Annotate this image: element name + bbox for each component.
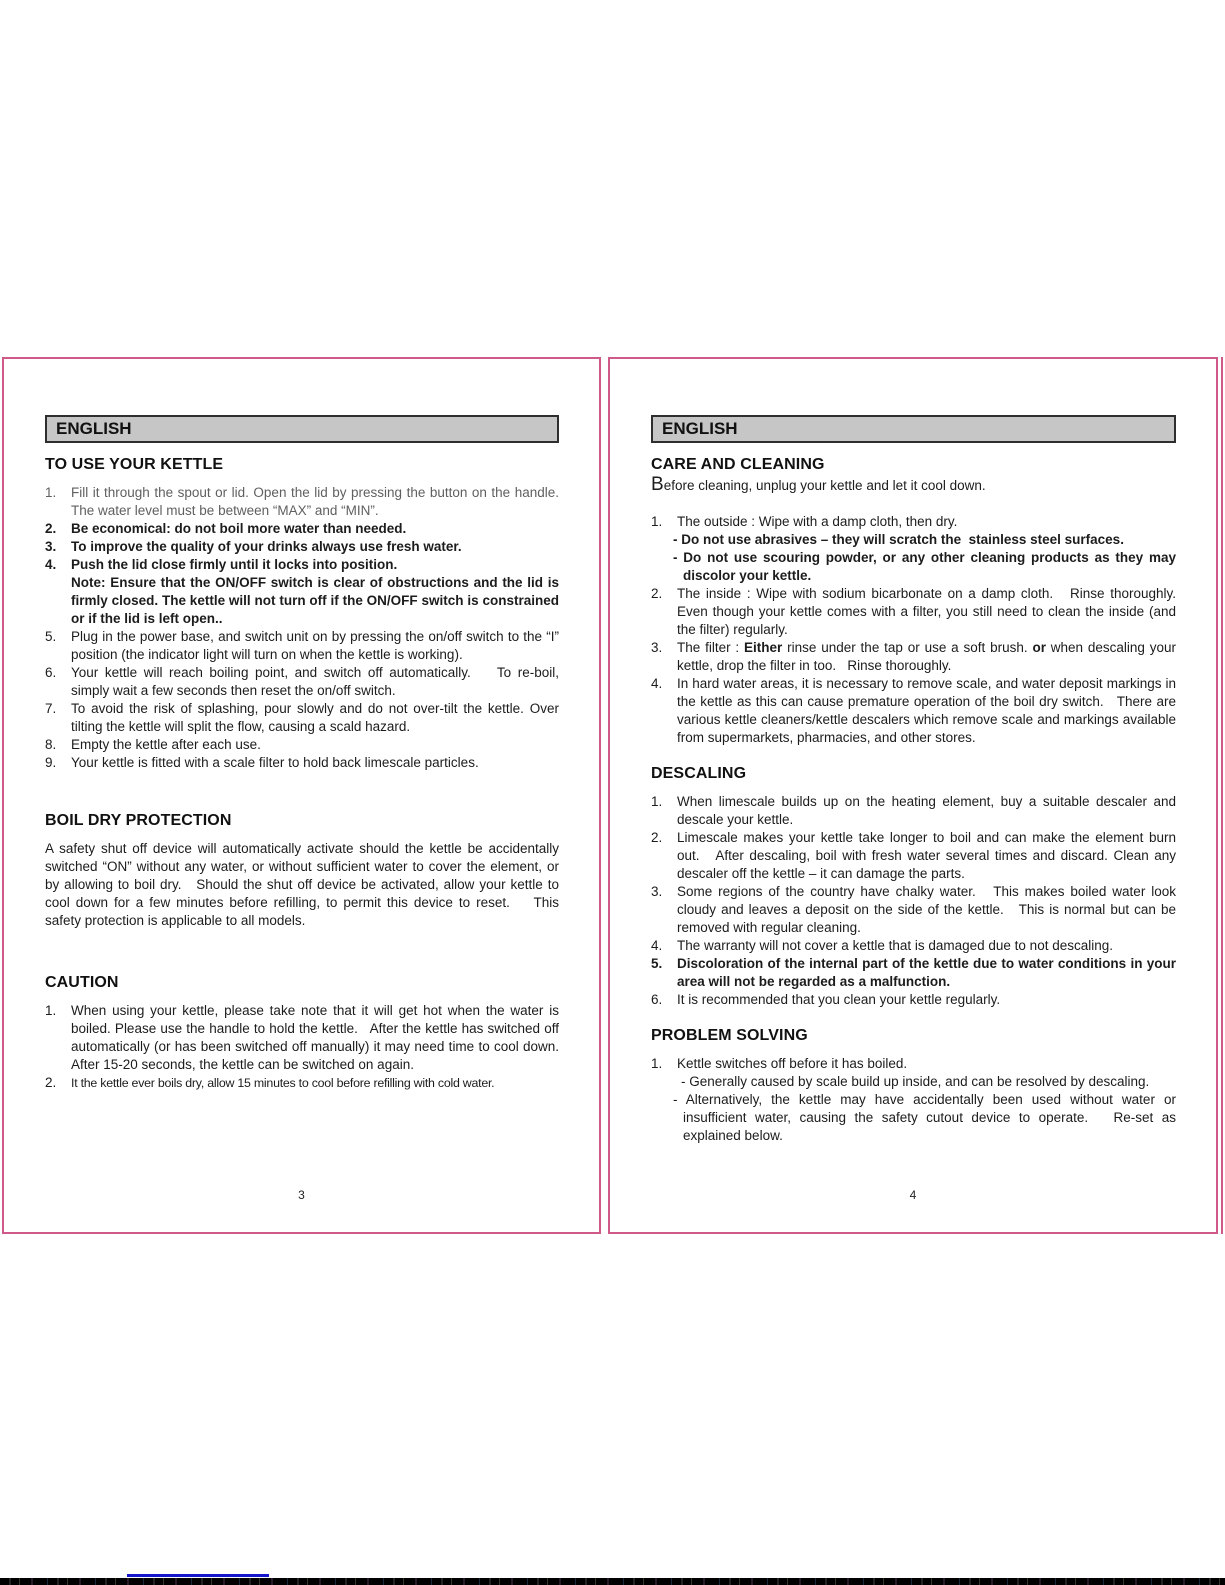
list-item-number	[45, 574, 71, 628]
care-intro-line	[651, 475, 1176, 495]
heading-boil-dry-protection: BOIL DRY PROTECTION	[45, 812, 232, 829]
heading-to-use-your-kettle: TO USE YOUR KETTLE	[45, 456, 224, 473]
list-item-text: Fill it through the spout or lid. Open the lid by pressing the button on the handle. The water level must be between “MAX” and “MIN”.	[71, 485, 563, 518]
adjacent-page-edge-line	[1221, 357, 1225, 1234]
list-item	[45, 700, 563, 736]
list-item-text: The filter : Either rinse under the tap or use a soft brush. or when descaling your kettle, drop the filter in too. Rinse thoroughly.	[677, 640, 1180, 673]
list-item-text: Be economical: do not boil more water than needed.	[71, 521, 407, 536]
list-care	[651, 513, 1188, 747]
list-item	[651, 1073, 1176, 1091]
list-item-text: Discoloration of the internal part of the kettle due to water conditions in your area will not be regarded as a malfunction.	[677, 956, 1180, 989]
list-item-number: 1.	[651, 1056, 663, 1071]
list-item	[45, 736, 559, 754]
list-item-text: It the kettle ever boils dry, allow 15 minutes to cool before refilling with cold water.	[71, 1076, 495, 1090]
list-item-text: The warranty will not cover a kettle that is damaged due to not descaling.	[677, 938, 1113, 953]
list-item-text: The outside : Wipe with a damp cloth, then dry.	[677, 514, 958, 529]
list-item-text: - Do not use scouring powder, or any other cleaning products as they may discolor your kettle.	[673, 550, 1180, 583]
heading-care-and-cleaning: CARE AND CLEANING	[651, 456, 825, 473]
list-item-text: Your kettle will reach boiling point, and switch off automatically. To re-boil, simply wait a few seconds then reset the on/off switch.	[71, 665, 563, 698]
list-item-number	[651, 549, 673, 585]
list-item	[45, 538, 559, 556]
list-problem-solving	[651, 1055, 1180, 1145]
list-descaling	[651, 793, 1180, 1009]
page-left-content	[4, 359, 599, 1092]
page-number-right: 4	[909, 1188, 917, 1202]
list-item-number	[651, 531, 673, 549]
scanner-edge-strip	[0, 1578, 1225, 1585]
list-item-text: - Alternatively, the kettle may have accidentally been used without water or insufficient water, causing the safety cutout device to operate. Re-set as explained below.	[673, 1092, 1180, 1143]
list-item-number: 6.	[45, 665, 57, 680]
list-item	[651, 829, 1180, 883]
list-item	[651, 639, 1180, 675]
list-item-number: 7.	[45, 701, 57, 716]
list-item	[651, 991, 1176, 1009]
list-item-number: 4.	[651, 938, 663, 953]
language-banner: ENGLISH	[651, 415, 1176, 443]
list-item-text: Your kettle is fitted with a scale filter to hold back limescale particles.	[71, 755, 479, 770]
list-item	[651, 675, 1180, 747]
list-item-number: 2.	[651, 586, 663, 601]
list-item-text: Note: Ensure that the ON/OFF switch is clear of obstructions and the lid is firmly closed. The kettle will not turn off if the ON/OFF switch is constrained or if the lid is left open..	[71, 575, 563, 626]
heading-descaling: DESCALING	[651, 765, 747, 782]
heading-problem-solving: PROBLEM SOLVING	[651, 1027, 808, 1044]
list-item-text: Kettle switches off before it has boiled.	[677, 1056, 908, 1071]
list-item	[45, 1002, 571, 1074]
list-item-text: To avoid the risk of splashing, pour slowly and do not over-tilt the kettle. Over tilting the kettle will split the flow, causing a scald hazard.	[71, 701, 563, 734]
list-item	[45, 520, 559, 538]
list-item-text: In hard water areas, it is necessary to remove scale, and water deposit markings in the kettle as this can cause premature operation of the boil dry switch. There are various kettle cleaners/kettle descalers which remove scale and markings available from supermarkets, pharmacies, and other stores.	[677, 676, 1180, 745]
list-item	[651, 531, 1176, 549]
list-item	[45, 484, 563, 520]
list-item-number: 9.	[45, 755, 57, 770]
list-item-text: When limescale builds up on the heating element, buy a suitable descaler and descale your kettle.	[677, 794, 1180, 827]
blue-underline-mark	[127, 1574, 269, 1577]
paragraph-boil-dry: A safety shut off device will automatically activate should the kettle be accidentally switched “ON” without any water, or without sufficient water to cover the element, or by allowing to boil dry. Should the shut off device be activated, allow your kettle to cool down for a few minutes before refilling, to permit this device to reset. This safety protection is applicable to all models.	[45, 841, 563, 928]
list-item-number: 1.	[45, 1003, 57, 1018]
list-item	[45, 664, 563, 700]
list-item-number	[651, 1091, 673, 1145]
list-item	[45, 556, 559, 574]
list-item	[651, 955, 1180, 991]
list-caution	[45, 1002, 571, 1092]
list-item	[45, 574, 563, 628]
list-item	[651, 1091, 1180, 1145]
list-item	[45, 754, 559, 772]
list-item-text: To improve the quality of your drinks always use fresh water.	[71, 539, 462, 554]
list-item-number: 2.	[651, 830, 663, 845]
list-item-text: Push the lid close firmly until it locks into position.	[71, 557, 398, 572]
page-number-left: 3	[298, 1188, 305, 1202]
list-item-text: Empty the kettle after each use.	[71, 737, 261, 752]
list-item-number: 8.	[45, 737, 57, 752]
manual-page-right	[608, 357, 1218, 1234]
intro-text: efore cleaning, unplug your kettle and let it cool down.	[663, 478, 986, 493]
list-item-text: The inside : Wipe with sodium bicarbonate on a damp cloth. Rinse thoroughly. Even though your kettle comes with a filter, you still need to clean the inside (and the filter) regularly.	[677, 586, 1188, 637]
list-item-text: Plug in the power base, and switch unit on by pressing the on/off switch to the “I” position (the indicator light will turn on when the kettle is working).	[71, 629, 563, 662]
list-item	[651, 937, 1176, 955]
list-item-number: 1.	[651, 514, 663, 529]
list-item-text: Limescale makes your kettle take longer to boil and can make the element burn out. After descaling, boil with fresh water several times and discard. Clean any descaler off the kettle – it can damage the parts.	[677, 830, 1180, 881]
heading-caution: CAUTION	[45, 974, 119, 991]
list-item-number: 6.	[651, 992, 663, 1007]
language-banner: ENGLISH	[45, 415, 559, 443]
list-item-number: 1.	[651, 794, 663, 809]
list-item	[45, 628, 563, 664]
list-to-use	[45, 484, 563, 772]
list-item-number: 1.	[45, 485, 57, 500]
list-item-number: 2.	[45, 521, 57, 536]
list-item-number: 5.	[651, 956, 663, 971]
list-item-number: 4.	[45, 557, 57, 572]
list-item	[651, 585, 1188, 639]
list-item	[651, 513, 1176, 531]
list-item-text: Some regions of the country have chalky water. This makes boiled water look cloudy and leaves a deposit on the side of the kettle. This is normal but can be removed with regular cleaning.	[677, 884, 1180, 935]
list-item-number: 3.	[651, 640, 663, 655]
list-item	[651, 883, 1180, 937]
page-right-content	[610, 359, 1216, 1145]
list-item	[651, 1055, 1176, 1073]
list-item-text: - Do not use abrasives – they will scratch the stainless steel surfaces.	[673, 532, 1124, 547]
intro-dropcap: B	[651, 474, 664, 495]
list-item-number: 3.	[651, 884, 663, 899]
list-item	[45, 1074, 559, 1092]
list-item	[651, 549, 1180, 585]
list-item-number: 2.	[45, 1075, 57, 1090]
list-item-number: 3.	[45, 539, 57, 554]
list-item-number: 5.	[45, 629, 57, 644]
list-item	[651, 793, 1180, 829]
list-item-text: - Generally caused by scale build up inside, and can be resolved by descaling.	[681, 1074, 1150, 1089]
manual-page-left	[2, 357, 601, 1234]
list-item-number	[651, 1073, 681, 1091]
list-item-number: 4.	[651, 676, 663, 691]
list-item-text: When using your kettle, please take note that it will get hot when the water is boiled. Please use the handle to hold the kettle. After the kettle has switched off automatically (or has been switched off manually) it may need time to cool down. After 15-20 seconds, the kettle can be switched on again.	[71, 1003, 571, 1072]
list-item-text: It is recommended that you clean your kettle regularly.	[677, 992, 1001, 1007]
